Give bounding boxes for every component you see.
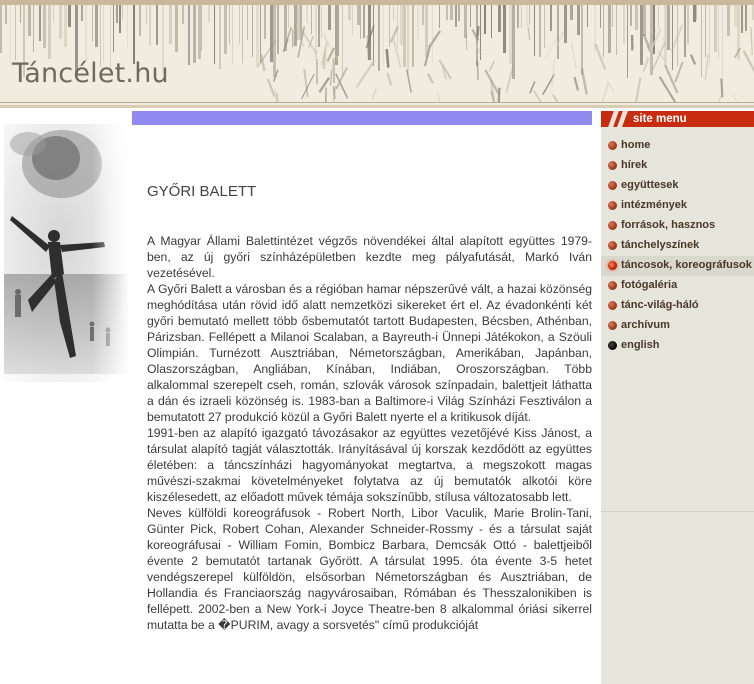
header-top-bar <box>0 0 754 5</box>
header-stroke <box>438 92 442 102</box>
header-stripe <box>714 0 717 52</box>
header-stripe <box>718 0 719 57</box>
header-stroke <box>331 70 332 86</box>
header-stripe <box>133 0 135 64</box>
header-stripe <box>247 0 248 40</box>
header-stripe <box>156 0 158 45</box>
header-stroke <box>672 25 683 51</box>
content-top-bar <box>132 111 592 125</box>
site-menu-title: site menu <box>633 113 687 125</box>
menu-item-label: tánc-világ-háló <box>621 299 699 311</box>
header-divider <box>0 102 754 103</box>
header-stroke <box>334 58 335 82</box>
bullet-icon <box>608 321 617 330</box>
menu-item-label: home <box>621 139 651 151</box>
header-stripe <box>149 0 151 46</box>
header-stripe <box>389 0 390 47</box>
header-stripe <box>687 0 689 44</box>
header-stripe <box>363 0 365 38</box>
menu-item-tanc-vilag-halo[interactable] <box>601 296 754 316</box>
sidebar-divider <box>601 511 754 512</box>
header-stroke <box>733 94 746 102</box>
header-stripe <box>616 0 617 55</box>
header-stripe <box>229 0 230 44</box>
header-stripe <box>242 0 243 63</box>
menu-item-tanchelyszinek[interactable] <box>601 236 754 256</box>
header-stripe <box>95 0 98 47</box>
menu-item-label: táncosok, koreográfusok <box>621 259 752 271</box>
site-header <box>0 0 754 105</box>
header-stroke <box>268 79 275 97</box>
bullet-icon <box>608 181 617 190</box>
bullet-icon <box>608 241 617 250</box>
header-stripe <box>667 0 670 50</box>
header-stroke <box>428 74 433 83</box>
header-stroke <box>675 62 682 82</box>
header-slash-decoration <box>617 111 628 127</box>
header-stripe <box>239 0 240 44</box>
header-stripe <box>201 0 202 51</box>
header-stripe <box>360 0 361 39</box>
header-stroke <box>324 50 325 70</box>
header-stripe <box>15 0 16 60</box>
header-stroke <box>319 78 329 93</box>
header-stripe <box>664 0 667 66</box>
site-menu-sidebar <box>601 111 754 684</box>
header-stroke <box>507 66 513 92</box>
header-stripe <box>264 0 266 39</box>
header-stripe <box>193 0 196 63</box>
header-stripe <box>407 0 409 74</box>
header-stripe <box>214 0 215 64</box>
bullet-dark-icon <box>608 341 617 350</box>
header-stripe <box>127 0 128 48</box>
header-stripe <box>684 0 686 57</box>
header-stripe <box>10 0 11 66</box>
header-stripe <box>400 0 403 45</box>
header-stripe <box>373 0 374 66</box>
header-stroke <box>387 49 389 68</box>
header-stripe <box>169 0 172 44</box>
header-stripe <box>175 0 178 52</box>
header-stripe <box>412 0 414 67</box>
header-stroke <box>393 38 400 68</box>
header-stripe <box>273 0 276 77</box>
header-stroke <box>533 90 547 102</box>
header-stripe <box>397 0 398 49</box>
header-stripe <box>503 0 506 53</box>
menu-item-label: archívum <box>621 319 670 331</box>
header-stripe <box>403 0 406 67</box>
header-stripe <box>33 0 34 52</box>
header-stripe <box>64 0 67 47</box>
header-stripe <box>277 0 279 54</box>
header-stripe <box>564 0 567 43</box>
article-paragraph: A Magyar Állami Balettintézet végzős növendékei által alapított együttes 1979-ben, az új győri színházépületben kezdte meg pályafutását, Markó Iván vezetésével. <box>147 234 592 280</box>
header-stripe <box>352 0 353 35</box>
header-stripe <box>342 0 343 76</box>
header-stripe <box>425 0 428 57</box>
header-stripe <box>672 0 673 70</box>
header-stripe <box>608 0 611 53</box>
header-stripe <box>640 0 643 65</box>
header-stripe <box>544 0 545 48</box>
header-stroke <box>553 94 563 102</box>
header-stripe <box>727 0 730 36</box>
header-stripe <box>43 0 46 48</box>
header-stroke <box>477 61 478 79</box>
menu-item-archivum[interactable] <box>601 316 754 336</box>
header-stripe <box>59 0 62 39</box>
site-menu <box>601 136 754 356</box>
bullet-icon <box>608 201 617 210</box>
header-stripe <box>643 0 646 36</box>
header-stroke <box>705 54 708 80</box>
header-stripe <box>256 0 259 68</box>
site-menu-header <box>601 111 754 127</box>
header-stripe <box>378 0 380 71</box>
menu-item-tancosok-koreografusok[interactable] <box>601 256 754 276</box>
bullet-icon <box>608 161 617 170</box>
header-stripe <box>103 0 104 62</box>
header-stripe <box>539 0 541 57</box>
article-body <box>147 233 592 633</box>
header-stripe <box>311 0 312 34</box>
header-stripe <box>603 0 604 57</box>
header-stroke <box>368 35 369 58</box>
header-stripe <box>188 0 190 65</box>
menu-item-label: együttesek <box>621 179 679 191</box>
header-stripe <box>48 0 51 59</box>
header-stripe <box>509 0 512 64</box>
header-stripe <box>577 0 580 35</box>
header-stripe <box>260 0 261 63</box>
header-stroke <box>644 57 649 71</box>
header-stripe <box>219 0 221 69</box>
menu-item-intezmenyek[interactable] <box>601 196 754 216</box>
header-stripe <box>0 0 2 53</box>
header-divider-shadow <box>0 105 754 108</box>
header-stroke <box>582 68 587 94</box>
header-stripe <box>623 0 625 44</box>
header-stroke <box>552 59 555 86</box>
header-stripe <box>480 0 481 60</box>
dancer-photo <box>4 124 130 382</box>
header-stripe <box>252 0 253 57</box>
menu-item-egyuttesek[interactable] <box>601 176 754 196</box>
bullet-icon <box>608 221 617 230</box>
header-stripe <box>709 0 710 66</box>
header-stripe <box>464 0 467 38</box>
header-stroke <box>546 38 556 57</box>
menu-item-label: english <box>621 339 660 351</box>
header-stroke <box>388 73 392 85</box>
article-paragraph: 1991-ben az alapító igazgató távozásakor az együttes vezetőjévé Kiss Jánost, a társulat alapító tagját választották. Irányításával új korszak kezdődött az együttes életében: a táncszínházi hagyományokat megtartva, a megszokott magas művészi-szakmai követelményeket folytatva az új bemutatók alkotói köre kiszélesedett, az előadott művek témája sokszínűbb, stílusa változatosabb lett. <box>147 426 592 504</box>
menu-item-home[interactable] <box>601 136 754 156</box>
header-stripe <box>432 0 433 63</box>
site-logo[interactable]: Táncélet.hu <box>12 58 169 89</box>
menu-item-forrasok[interactable] <box>601 216 754 236</box>
header-stroke <box>599 83 608 102</box>
header-stripe <box>705 0 706 57</box>
article-paragraph: Neves külföldi koreográfusok - Robert North, Libor Vaculik, Marie Brolin-Tani, Günter Pick, Robert Cohan, Alexander Schneider-Rossmy - és a társulat saját koreográfusai - William Fomin, Bombicz Barbara, Demcsák Ottó - balettjeiből évente 2 bemutatót tartanak Győrött. A társulat 1995. óta évente 3-5 hetet vendégszerepel külföldön, elsősorban Németországban és Ausztriában, de Hollandia és Franciaország nagyvárosaiban, Rómában és Thesszalonikiben is fellépett. 2002-ben a New York-i Joyce Theatre-ben 8 alkalommal óriási sikerrel mutatta be a �PURIM, avagy a sorsvetés" című produkcióját <box>147 506 592 632</box>
header-stripe <box>224 0 227 54</box>
header-stroke <box>407 70 411 93</box>
header-stroke <box>751 27 752 55</box>
header-stripe <box>28 0 31 36</box>
header-stroke <box>636 78 641 102</box>
bullet-icon <box>608 301 617 310</box>
header-stripe <box>484 0 486 34</box>
header-stripe <box>318 0 320 47</box>
menu-item-label: tánchelyszínek <box>621 239 700 251</box>
header-stroke <box>528 27 530 40</box>
header-stripe <box>581 0 583 75</box>
header-stripe <box>113 0 114 52</box>
header-stroke <box>489 61 494 71</box>
header-stripe <box>232 0 233 64</box>
header-stripe <box>627 0 628 78</box>
header-stripe <box>534 0 535 56</box>
header-stripe <box>321 0 322 38</box>
header-stripe <box>270 0 273 62</box>
header-stripe <box>198 0 201 59</box>
header-stripe <box>39 0 41 41</box>
header-stripe <box>557 0 559 59</box>
menu-item-label: hírek <box>621 159 648 171</box>
header-stripe <box>85 0 87 61</box>
header-stripe <box>383 0 384 66</box>
bullet-icon <box>608 141 617 150</box>
menu-item-label: intézmények <box>621 199 688 211</box>
header-stroke <box>691 55 695 65</box>
header-stroke <box>429 31 440 47</box>
menu-item-english[interactable] <box>601 336 754 356</box>
header-stripe <box>92 0 93 41</box>
menu-item-label: fotógaléria <box>621 279 678 291</box>
header-stroke <box>498 88 499 102</box>
header-stripe <box>701 0 702 77</box>
bullet-active-icon <box>608 261 617 270</box>
page-title: GYŐRI BALETT <box>147 183 257 200</box>
header-stroke <box>478 26 479 37</box>
header-stripe <box>417 0 419 40</box>
menu-item-label: források, hasznos <box>621 219 716 231</box>
article-paragraph: A Győri Balett a városban és a régióban hamar népszerűvé vált, a hazai közönség meghódítása után rövid idő alatt nemzetközi sikereket ért el. Az évadonkénti két győri bemutató mellett több ősbemutatót tartott Budapesten, Bécsben, Athénban, Párizsban. Fellépett a Milanoi Scalaban, a Bayreuth-i Ünnepi Játékokon, a Szöuli Olimpián. Turnézott Ausztriában, Németországban, Amerikában, Japánban, Olaszországban, Angliában, Kínában, Indiában, Oroszországban. Több alkalommal szerepelt cseh, román, szlovák városok színpadain, balettjeit láthatta a dán és izraeli közönség is. 1983-ban a Baltimore-i Világ Színházi Fesztiválon a bemutatott 27 produkció közül a Győri Balett nyerte el a kritikusok díját. <box>147 282 592 424</box>
header-stroke <box>357 61 374 88</box>
menu-item-hirek[interactable] <box>601 156 754 176</box>
header-stroke <box>575 77 579 90</box>
header-stripe <box>139 0 141 36</box>
header-stripe <box>338 0 339 56</box>
header-stroke <box>372 89 376 100</box>
header-stripe <box>100 0 101 67</box>
header-stripe <box>294 0 297 46</box>
header-stripe <box>491 0 492 38</box>
header-stripe <box>722 0 723 77</box>
header-stroke <box>571 42 576 69</box>
header-stroke <box>715 93 722 102</box>
bullet-icon <box>608 281 617 290</box>
menu-item-fotogaleria[interactable] <box>601 276 754 296</box>
